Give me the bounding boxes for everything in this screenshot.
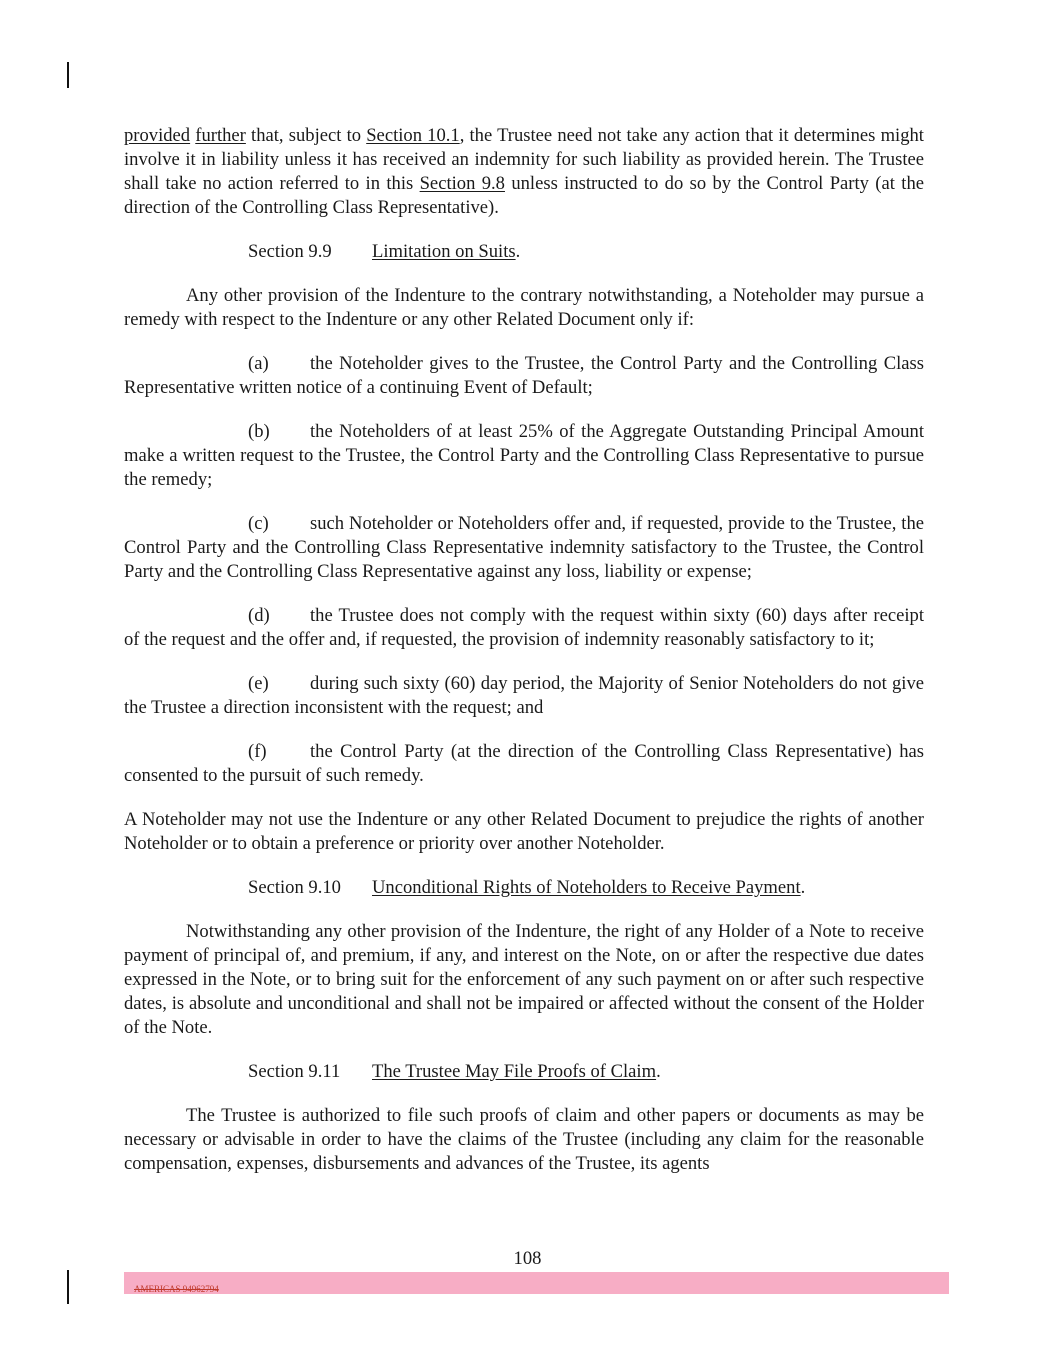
- item-text: the Trustee does not comply with the request within sixty (60) days after receipt of the request and the offer and, if requested, the provision of indemnity reasonably satisfactory to it;: [124, 605, 924, 650]
- footer-band: [124, 1272, 949, 1294]
- proviso-text-1: that, subject to: [245, 125, 367, 146]
- item-label: (d): [248, 605, 270, 626]
- cross-ref-section-9-8: Section 9.8: [419, 173, 505, 194]
- proviso-text-2: , the Trustee need not take any action that it determines might involve it in liability unless it has received an indemnity for such liability as provided herein. The Trustee shall take no action referred to in this: [124, 125, 924, 194]
- list-item-d: [124, 604, 924, 652]
- term-further: further: [195, 125, 246, 146]
- proviso-text-3: unless instructed to do so by the Control Party (at the direction of the Controlling Class Representative).: [124, 173, 924, 218]
- item-text: during such sixty (60) day period, the Majority of Senior Noteholders do not give the Trustee a direction inconsistent with the request; and: [124, 673, 924, 718]
- change-bar-bottom: [67, 1270, 69, 1304]
- item-text: the Control Party (at the direction of the Controlling Class Representative) has consented to the pursuit of such remedy.: [124, 741, 924, 786]
- section-title: Limitation on Suits: [372, 241, 516, 262]
- list-item-b: [124, 420, 924, 492]
- section-title: Unconditional Rights of Noteholders to Receive Payment: [372, 877, 801, 898]
- paragraph-limitation-intro: Any other provision of the Indenture to the contrary notwithstanding, a Noteholder may pursue a remedy with respect to the Indenture or any other Related Document only if:: [124, 285, 924, 330]
- item-label: (b): [248, 421, 270, 442]
- cross-ref-section-10-1: Section 10.1: [366, 125, 460, 146]
- section-number: Section 9.11: [248, 1061, 341, 1082]
- item-text: such Noteholder or Noteholders offer and, if requested, provide to the Trustee, the Control Party and the Controlling Class Representative indemnity satisfactory to the Trustee, the Control Party and the Controlling Class Representative against any loss, liability or expense;: [124, 513, 924, 582]
- item-label: (c): [248, 513, 269, 534]
- paragraph-prejudice: A Noteholder may not use the Indenture or any other Related Document to prejudice the rights of another Noteholder or to obtain a preference or priority over another Noteholder.: [124, 809, 924, 854]
- list-item-c: [124, 512, 924, 584]
- document-id: AMERICAS 94962794: [134, 1284, 219, 1294]
- item-label: (a): [248, 353, 269, 374]
- paragraph-unconditional-rights: Notwithstanding any other provision of the Indenture, the right of any Holder of a Note to receive payment of principal of, and premium, if any, and interest on the Note, on or after the respective due dates expressed in the Note, or to bring suit for the enforcement of any such payment on or after such respective dates, is absolute and unconditional and shall not be impaired or affected without the consent of the Holder of the Note.: [124, 921, 924, 1038]
- paragraph-proofs-of-claim: The Trustee is authorized to file such proofs of claim and other papers or documents as may be necessary or advisable in order to have the claims of the Trustee (including any claim for the reasonable compensation, expenses, disbursements and advances of the Trustee, its agents: [124, 1105, 924, 1174]
- page-number: 108: [513, 1248, 542, 1269]
- section-title: The Trustee May File Proofs of Claim: [372, 1061, 657, 1082]
- section-number: Section 9.10: [248, 877, 341, 898]
- section-heading-9-10: Section 9.10 Unconditional Rights of Noteholders to Receive Payment.: [248, 877, 806, 898]
- section-number: Section 9.9: [248, 241, 332, 262]
- section-heading-9-9: Section 9.9 Limitation on Suits.: [248, 241, 521, 262]
- section-heading-9-11: Section 9.11 The Trustee May File Proofs of Claim.: [248, 1061, 661, 1082]
- paragraph-proviso: [124, 124, 924, 220]
- change-bar-top: [67, 62, 69, 88]
- term-provided: provided: [124, 125, 191, 146]
- item-label: (f): [248, 741, 267, 762]
- list-item-a: [124, 352, 924, 400]
- list-item-f: [124, 740, 924, 788]
- item-text: the Noteholder gives to the Trustee, the Control Party and the Controlling Class Representative written notice of a continuing Event of Default;: [124, 353, 924, 398]
- item-text: the Noteholders of at least 25% of the Aggregate Outstanding Principal Amount make a written request to the Trustee, the Control Party and the Controlling Class Representative to pursue the remedy;: [124, 421, 924, 490]
- list-item-e: [124, 672, 924, 720]
- page-body: [124, 124, 924, 1196]
- item-label: (e): [248, 673, 269, 694]
